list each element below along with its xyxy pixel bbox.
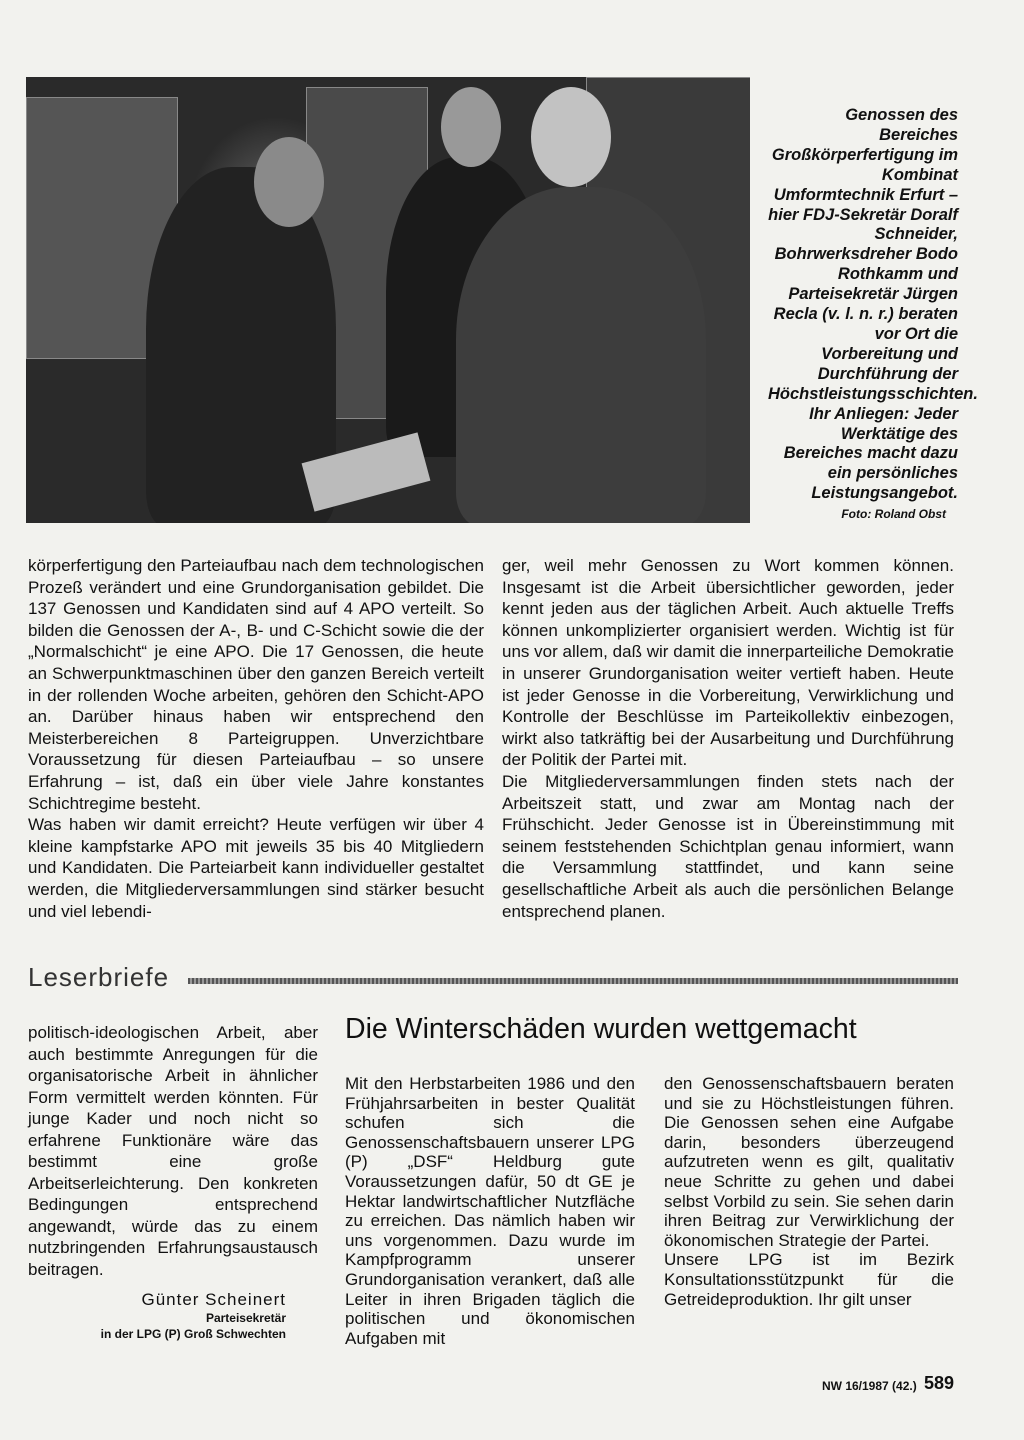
article-headline: Die Winterschäden wurden wettgemacht bbox=[345, 1013, 857, 1045]
section-rule bbox=[188, 978, 958, 984]
letter-text: politisch-ideologischen Arbeit, aber auch bestimmte Anregungen für die organisatorische Arbeit in ähnlicher Form vermittelt werden könnten. Für junge Kader und noch nicht so erfahrene Funktionäre wäre das bestimmt eine große Arbeitserleichterung. Den konkreten Bedingungen entsprechend angewandt, würde das zu einem nutzbringenden Erfahrungsaustausch beitragen. bbox=[28, 1023, 318, 1279]
letter-signature bbox=[28, 1290, 286, 1342]
article-bottom-column-1 bbox=[345, 1074, 635, 1348]
person-left-head bbox=[254, 137, 324, 227]
author-name: Günter Scheinert bbox=[141, 1290, 286, 1309]
paragraph: Die Mitgliederversammlungen finden stets nach der Arbeitszeit statt, und zwar am Montag nach der Frühschicht. Jeder Genosse ist in Übereinstimmung mit seinem feststehenden Schichtplan genau informiert, wann die Versammlung stattfindet, und kann seine gesellschaftliche Arbeit als auch die persönlichen Belange entsprechend planen. bbox=[502, 771, 954, 921]
person-right bbox=[456, 187, 706, 523]
paragraph: ger, weil mehr Genossen zu Wort kommen können. Insgesamt ist die Arbeit übersichtlicher geworden, jeder kennt jeden aus der täglichen Arbeit. Auch aktuelle Treffs können unkomplizierter organisiert werden. Wichtig ist für uns vor allem, daß wir damit die innerparteiliche Demokratie in unserer Grundorganisation weiter vertieft haben. Heute ist jeder Genosse in die Vorbereitung, Verwirklichung und Kontrolle der Beschlüsse im Parteikollektiv einbezogen, wirkt also tatkräftig bei der Ausarbeitung und Durchführung der Politik der Partei mit. bbox=[502, 556, 954, 770]
letter-column bbox=[28, 1022, 318, 1280]
photo-caption bbox=[768, 106, 978, 504]
author-affiliation: in der LPG (P) Groß Schwechten bbox=[100, 1327, 286, 1341]
article-photo bbox=[26, 77, 750, 523]
person-right-head bbox=[531, 87, 611, 187]
author-role: Parteisekretär bbox=[205, 1311, 286, 1325]
paragraph: Was haben wir damit erreicht? Heute verfügen wir über 4 kleine kampfstarke APO mit jeweils 35 bis 40 Mitgliedern und Kandidaten. Die Parteiarbeit kann individueller gestaltet werden, die Mitgliederversammlungen sind stärker besucht und viel lebendi- bbox=[28, 815, 484, 921]
paragraph: Mit den Herbstarbeiten 1986 und den Frühjahrsarbeiten in bester Qualität schufen sich die Genossenschaftsbauern unserer LPG (P) „DSF“ Heldburg gute Voraussetzungen dafür, 50 dt GE je Hektar landwirtschaftlicher Nutzfläche zu erreichen. Das nämlich haben wir uns vorgenommen. Dazu wurde im Kampfprogramm unserer Grundorganisation verankert, daß alle Leiter in ihren Brigaden täglich die politischen und ökonomischen Aufgaben mit bbox=[345, 1074, 635, 1348]
photo-credit: Foto: Roland Obst bbox=[841, 507, 946, 521]
caption-text: Genossen des Bereiches Großkörperfertigung im Kombinat Umformtechnik Erfurt – hier FDJ-Sekretär Doralf Schneider, Bohrwerksdreher Bodo Rothkamm und Parteisekretär Jürgen Recla (v. l. n. r.) beraten vor Ort die Vorbereitung und Durchführung der Höchstleistungsschichten. Ihr Anliegen: Jeder Werktätige des Bereiches macht dazu ein persönliches Leistungsangebot. bbox=[768, 106, 978, 503]
paragraph: Unsere LPG ist im Bezirk Konsultationsstützpunkt für die Getreideproduktion. Ihr gilt unser bbox=[664, 1250, 954, 1309]
article-column-1 bbox=[28, 555, 484, 922]
page-number: 589 bbox=[924, 1373, 955, 1393]
section-title: Leserbriefe bbox=[28, 962, 179, 993]
section-header bbox=[28, 962, 958, 994]
article-bottom-column-2 bbox=[664, 1074, 954, 1309]
issue-reference: NW 16/1987 (42.) bbox=[822, 1379, 917, 1393]
paragraph: den Genossenschaftsbauern beraten und sie zu Höchstleistungen führen. Die Genossen sehen eine Aufgabe darin, besonders überzeugend aufzutreten wenn es gilt, qualitativ neue Schritte zu gehen und dabei selbst Vorbild zu sein. Sie sehen darin ihren Beitrag zur Verwirklichung der ökonomischen Strategie der Partei. bbox=[664, 1074, 954, 1250]
paragraph: körperfertigung den Parteiaufbau nach dem technologischen Prozeß verändert und eine Grundorganisation gebildet. Die 137 Genossen und Kandidaten sind auf 4 APO verteilt. So bilden die Genossen der A-, B- und C-Schicht sowie die der „Normalschicht“ je eine APO. Die 17 Genossen, die heute an Schwerpunktmaschinen über den ganzen Bereich verteilt in der rollenden Woche arbeiten, gehören den Schicht-APO an. Darüber hinaus haben wir entsprechend den Meisterbereichen 8 Parteigruppen. Unverzichtbare Voraussetzung für diesen Parteiaufbau – so unsere Erfahrung – ist, daß ein über viele Jahre konstantes Schichtregime besteht. bbox=[28, 556, 484, 813]
person-center-head bbox=[441, 87, 501, 167]
article-column-2 bbox=[502, 555, 954, 922]
